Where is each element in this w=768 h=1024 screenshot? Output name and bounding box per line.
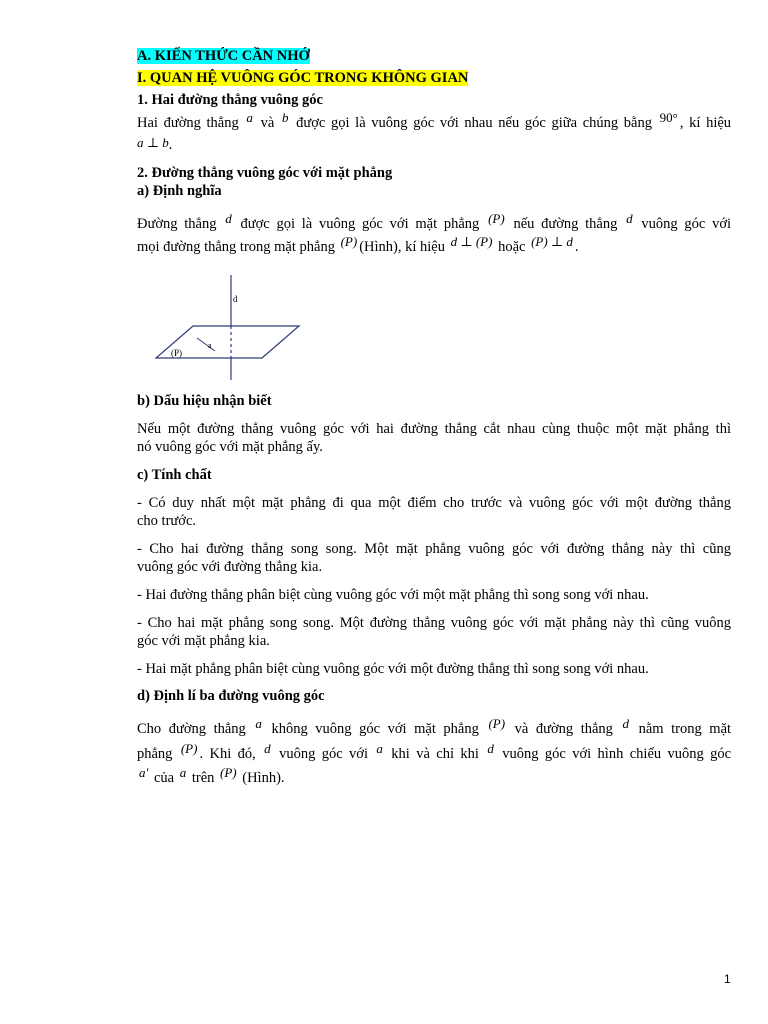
property-4-line1: - Cho hai mặt phẳng song song. Một đường thẳng vuông góc với mặt phẳng này thì cũng vuông [137, 615, 731, 631]
label-a: a [208, 341, 212, 350]
subsection-1-heading: 1. Hai đường thẳng vuông góc [137, 92, 323, 108]
property-1-line1: - Có duy nhất một mặt phẳng đi qua một điểm cho trước và vuông góc với một đường thẳng [137, 495, 731, 511]
perpendicular-line-plane-figure [145, 272, 305, 384]
label-d: d [233, 294, 238, 304]
properties-heading: c) Tính chất [137, 467, 212, 483]
theorem-line3: a′ của a trên (P) (Hình). [139, 765, 285, 786]
section-i-heading: I. QUAN HỆ VUÔNG GÓC TRONG KHÔNG GIAN [137, 70, 469, 86]
property-4-line2: góc với mặt phẳng kia. [137, 633, 270, 649]
page-number: 1 [724, 972, 731, 986]
recognition-heading: b) Dấu hiệu nhận biết [137, 393, 272, 409]
label-plane-p: (P) [171, 348, 182, 358]
definition-heading: a) Định nghĩa [137, 183, 222, 199]
line-a [197, 338, 215, 351]
recognition-line2: nó vuông góc với mặt phẳng ấy. [137, 439, 323, 455]
definition-line1: Đường thẳng d được gọi là vuông góc với mặt phẳng (P) nếu đường thẳng d vuông góc với [137, 211, 732, 232]
section-a-heading: A. KIẾN THỨC CẦN NHỚ [137, 48, 310, 64]
s1-paragraph-line1: Hai đường thẳng a và b được gọi là vuông góc với nhau nếu góc giữa chúng bằng 90° , kí hiệu [137, 110, 732, 131]
subsection-2-heading: 2. Đường thẳng vuông góc với mặt phẳng [137, 165, 393, 181]
s1-paragraph-line2: a ⊥ b. [137, 135, 173, 153]
property-1-line2: cho trước. [137, 513, 197, 529]
property-3: - Hai đường thẳng phân biệt cùng vuông góc với một mặt phẳng thì song song với nhau. [137, 587, 649, 603]
property-2-line1: - Cho hai đường thẳng song song. Một mặt phẳng vuông góc với đường thẳng này thì cũng [137, 541, 731, 557]
property-5: - Hai mặt phẳng phân biệt cùng vuông góc với một đường thẳng thì song song với nhau. [137, 661, 649, 677]
definition-line2: mọi đường thẳng trong mặt phẳng (P) (Hình), kí hiệu d ⊥ (P) hoặc (P) ⊥ d . [137, 234, 579, 255]
three-perpendiculars-heading: d) Định lí ba đường vuông góc [137, 688, 325, 704]
theorem-line1: Cho đường thẳng a không vuông góc với mặt phẳng (P) và đường thẳng d nằm trong mặt [137, 716, 732, 737]
theorem-line2: phẳng (P) . Khi đó, d vuông góc với a khi và chỉ khi d vuông góc với hình chiếu vuông góc [137, 741, 732, 762]
recognition-line1: Nếu một đường thẳng vuông góc với hai đường thẳng cắt nhau cùng thuộc một mặt phẳng thì [137, 421, 731, 437]
property-2-line2: vuông góc với đường thẳng kia. [137, 559, 323, 575]
